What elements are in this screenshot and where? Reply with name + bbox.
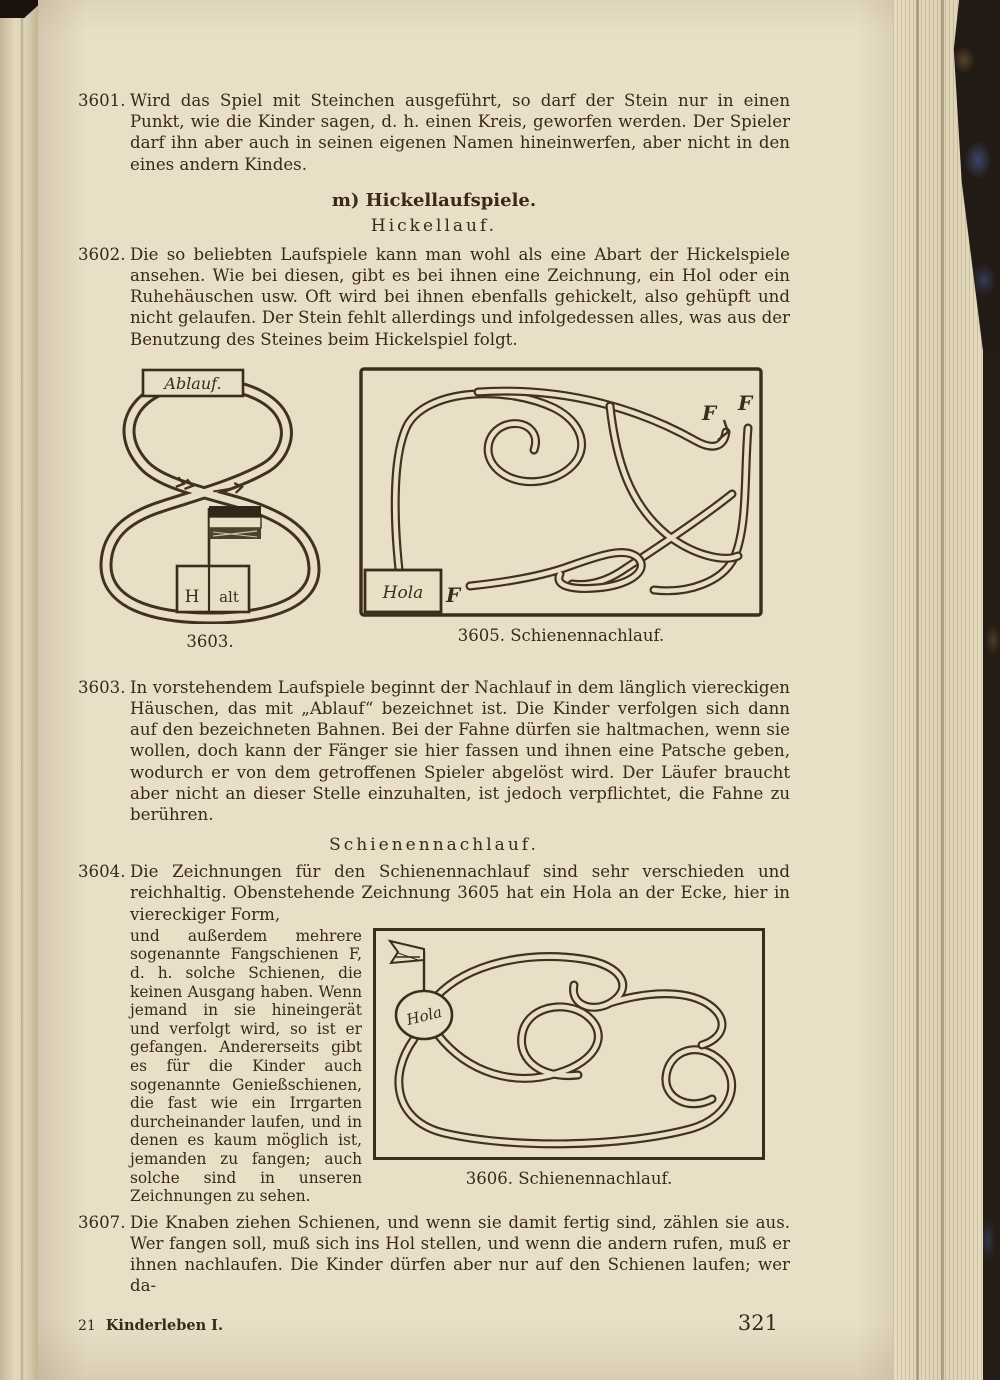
flag-icon — [209, 506, 261, 566]
fore-edge-groove — [941, 0, 944, 1380]
halt-label-alt: alt — [219, 587, 239, 606]
paragraph-number: 3603. — [78, 677, 126, 697]
paragraph-text: Die Zeichnungen für den Schienennachlauf sind sehr verschieden und reichhaltig. Obenstehende Zeichnung 3605 hat ein Hola an der Ecke, hier in viereckiger Form, — [130, 862, 790, 924]
hola-label: Hola — [404, 1002, 444, 1029]
page-footer — [78, 1311, 790, 1335]
figure-3606-caption: 3606. Schienennachlauf. — [465, 1168, 673, 1188]
ablauf-start-box — [143, 370, 243, 396]
running-title: Kinderleben I. — [105, 1316, 224, 1334]
figure-3606 — [372, 927, 766, 1188]
paragraph-number: 3602. — [78, 244, 126, 264]
gutter-crease — [21, 0, 24, 1380]
paragraph-number: 3601. — [78, 91, 126, 110]
signature-number: 21 — [78, 1317, 96, 1334]
halt-label-h: H — [184, 586, 200, 607]
page-number: 321 — [737, 1310, 778, 1335]
figure-3603-caption: 3603. — [186, 631, 234, 651]
hola-home-box — [365, 570, 441, 612]
page-content — [78, 0, 790, 1335]
ablauf-label: Ablauf. — [164, 373, 222, 393]
figure-row — [78, 366, 790, 651]
halt-stop-box — [177, 566, 249, 612]
fangschiene-f-label: F — [738, 390, 753, 415]
left-gutter-page-edge — [0, 0, 38, 1380]
fangschiene-f-label: F — [702, 400, 717, 425]
rail-maze-drawing — [358, 366, 764, 618]
paragraph-3604-continuation: und außerdem mehrere sogenannte Fangschienen F, d. h. solche Schienen, die keinen Ausgang haben. Wenn jemand in sie hineingerät und verfolgt wird, so ist er gefangen. Andererseits gibt es für die Kinder auch sogenannte Genießschienen, die fast wie ein Irrgarten durcheinander laufen, und in denen es kaum möglich ist, jemanden zu fangen; auch solche sind in unseren Zeichnungen zu sehen. — [130, 926, 362, 1206]
paragraph-3607 — [78, 1212, 790, 1297]
paragraph-number: 3604. — [78, 862, 126, 882]
book-page — [38, 0, 893, 1380]
subsection-heading-hickellauf: Hickellauf. — [370, 215, 498, 236]
paragraph-3602 — [78, 244, 790, 350]
paragraph-3601 — [78, 90, 790, 175]
figure-3605-caption: 3605. Schienennachlauf. — [457, 625, 665, 645]
fangschiene-f-label: F — [446, 582, 461, 607]
paragraph-text: Wird das Spiel mit Steinchen ausgeführt, so darf der Stein nur in einen Punkt, wie die Kinder sagen, d. h. einen Kreis, geworfen werden. Der Spieler darf ihn aber auch in seinen eigenen Namen hineinwerfen, aber nicht in den eines andern Kindes. — [130, 91, 790, 174]
hola-home-circle — [396, 991, 452, 1039]
figure-3603 — [85, 366, 335, 651]
paragraph-3603 — [78, 677, 790, 825]
paragraph-number: 3607. — [78, 1212, 126, 1232]
figure-8-course-drawing — [85, 366, 335, 624]
subsection-heading-schienennachlauf: Schienennachlauf. — [329, 835, 539, 856]
paragraph-text: Die so beliebten Laufspiele kann man wohl als eine Abart der Hickelspiele ansehen. Wie bei diesen, gibt es bei ihnen eine Zeichnung, ein Hol oder ein Ruhehäuschen usw. Oft wird bei ihnen ebenfalls gehickelt, also gehüpft und nicht gelaufen. Der Stein fehlt allerdings und infolgedessen alles, was aus der Benutzung des Steines beim Hickelspiel folgt. — [130, 244, 790, 349]
hola-label: Hola — [382, 582, 424, 603]
section-heading: m) Hickellaufspiele. — [331, 189, 537, 211]
paragraph-text: In vorstehendem Laufspiele beginnt der Nachlauf in dem länglich viereckigen Häuschen, das mit „Ablauf“ bezeichnet ist. Die Kinder verfolgen sich dann auf den bezeichneten Bahnen. Bei der Fahne dürfen sie haltmachen, wenn sie wollen, doch kann der Fänger sie hier fassen und ihnen eine Patsche geben, wodurch er von dem getroffenen Spieler abgelöst wird. Der Läufer braucht aber nicht an dieser Stelle einzuhalten, ist jedoch verpflichtet, die Fahne zu berühren. — [130, 677, 790, 825]
flag-icon — [390, 941, 424, 991]
paragraph-text: Die Knaben ziehen Schienen, und wenn sie damit fertig sind, zählen sie aus. Wer fangen soll, muß sich ins Hol stellen, und wenn die andern rufen, muß er ihnen nachlaufen. Die Kinder dürfen aber nur auf den Schienen laufen; wer da- — [130, 1212, 790, 1296]
loop-course-drawing — [372, 927, 766, 1161]
fore-edge-groove — [916, 0, 919, 1380]
paragraph-3604-intro — [78, 861, 790, 925]
text-and-figure-row — [78, 927, 790, 1206]
figure-3605 — [358, 366, 764, 645]
